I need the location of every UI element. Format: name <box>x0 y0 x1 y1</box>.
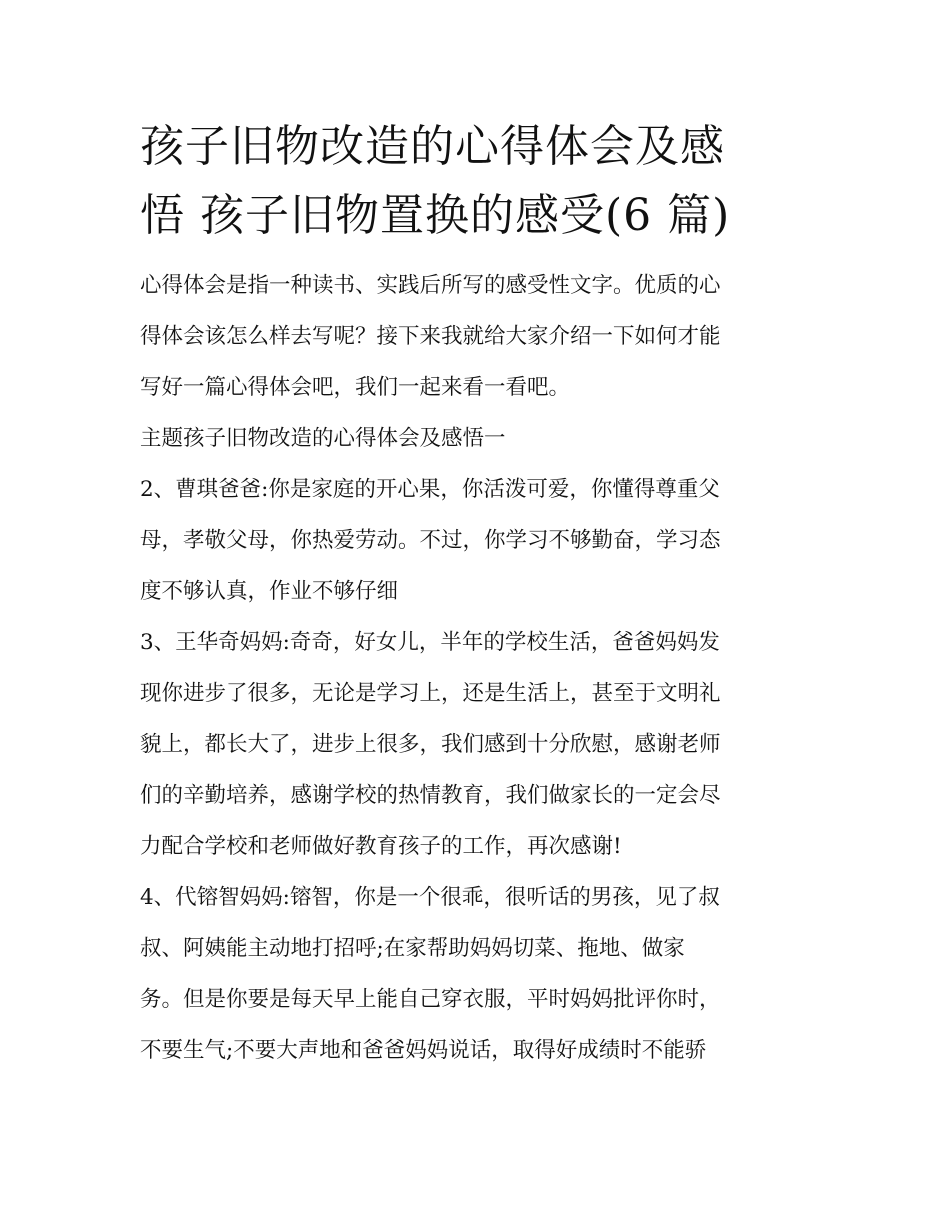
title-line: 悟 孩子旧物置换的感受(6 篇) <box>140 190 731 241</box>
text-line: 貌上，都长大了，进步上很多，我们感到十分欣慰，感谢老师 <box>140 732 721 757</box>
comment-paragraph-3 <box>140 617 820 872</box>
text-line: 不要生气;不要大声地和爸爸妈妈说话，取得好成绩时不能骄 <box>140 1038 707 1063</box>
text-line: 务。但是你要是每天早上能自己穿衣服，平时妈妈批评你时， <box>140 987 721 1012</box>
text-line: 力配合学校和老师做好教育孩子的工作，再次感谢! <box>140 834 622 859</box>
text-line: 们的辛勤培养，感谢学校的热情教育，我们做家长的一定会尽 <box>140 783 721 808</box>
text-line: 得体会该怎么样去写呢？接下来我就给大家介绍一下如何才能 <box>140 324 721 349</box>
text-line: 度不够认真，作业不够仔细 <box>140 579 399 604</box>
text-line: 3、王华奇妈妈:奇奇，好女儿，半年的学校生活，爸爸妈妈发 <box>140 630 720 655</box>
text-line: 母，孝敬父母，你热爱劳动。不过，你学习不够勤奋，学习态 <box>140 528 721 553</box>
text-line: 心得体会是指一种读书、实践后所写的感受性文字。优质的心 <box>140 273 721 298</box>
text-line: 叔、阿姨能主动地打招呼;在家帮助妈妈切菜、拖地、做家 <box>140 936 685 961</box>
document-title <box>140 112 820 250</box>
comment-paragraph-4 <box>140 872 820 1076</box>
document-page <box>140 112 820 1076</box>
text-line: 4、代镕智妈妈:镕智，你是一个很乖，很听话的男孩，见了叔 <box>140 885 720 910</box>
intro-paragraph <box>140 260 820 413</box>
comment-paragraph-2 <box>140 464 820 617</box>
text-line: 写好一篇心得体会吧，我们一起来看一看吧。 <box>140 375 571 400</box>
title-line: 孩子旧物改造的心得体会及感 <box>140 121 725 172</box>
section-heading <box>140 413 820 464</box>
text-line: 现你进步了很多，无论是学习上，还是生活上，甚至于文明礼 <box>140 681 721 706</box>
text-line: 主题孩子旧物改造的心得体会及感悟一 <box>140 426 506 451</box>
text-line: 2、曹琪爸爸:你是家庭的开心果，你活泼可爱，你懂得尊重父 <box>140 477 720 502</box>
